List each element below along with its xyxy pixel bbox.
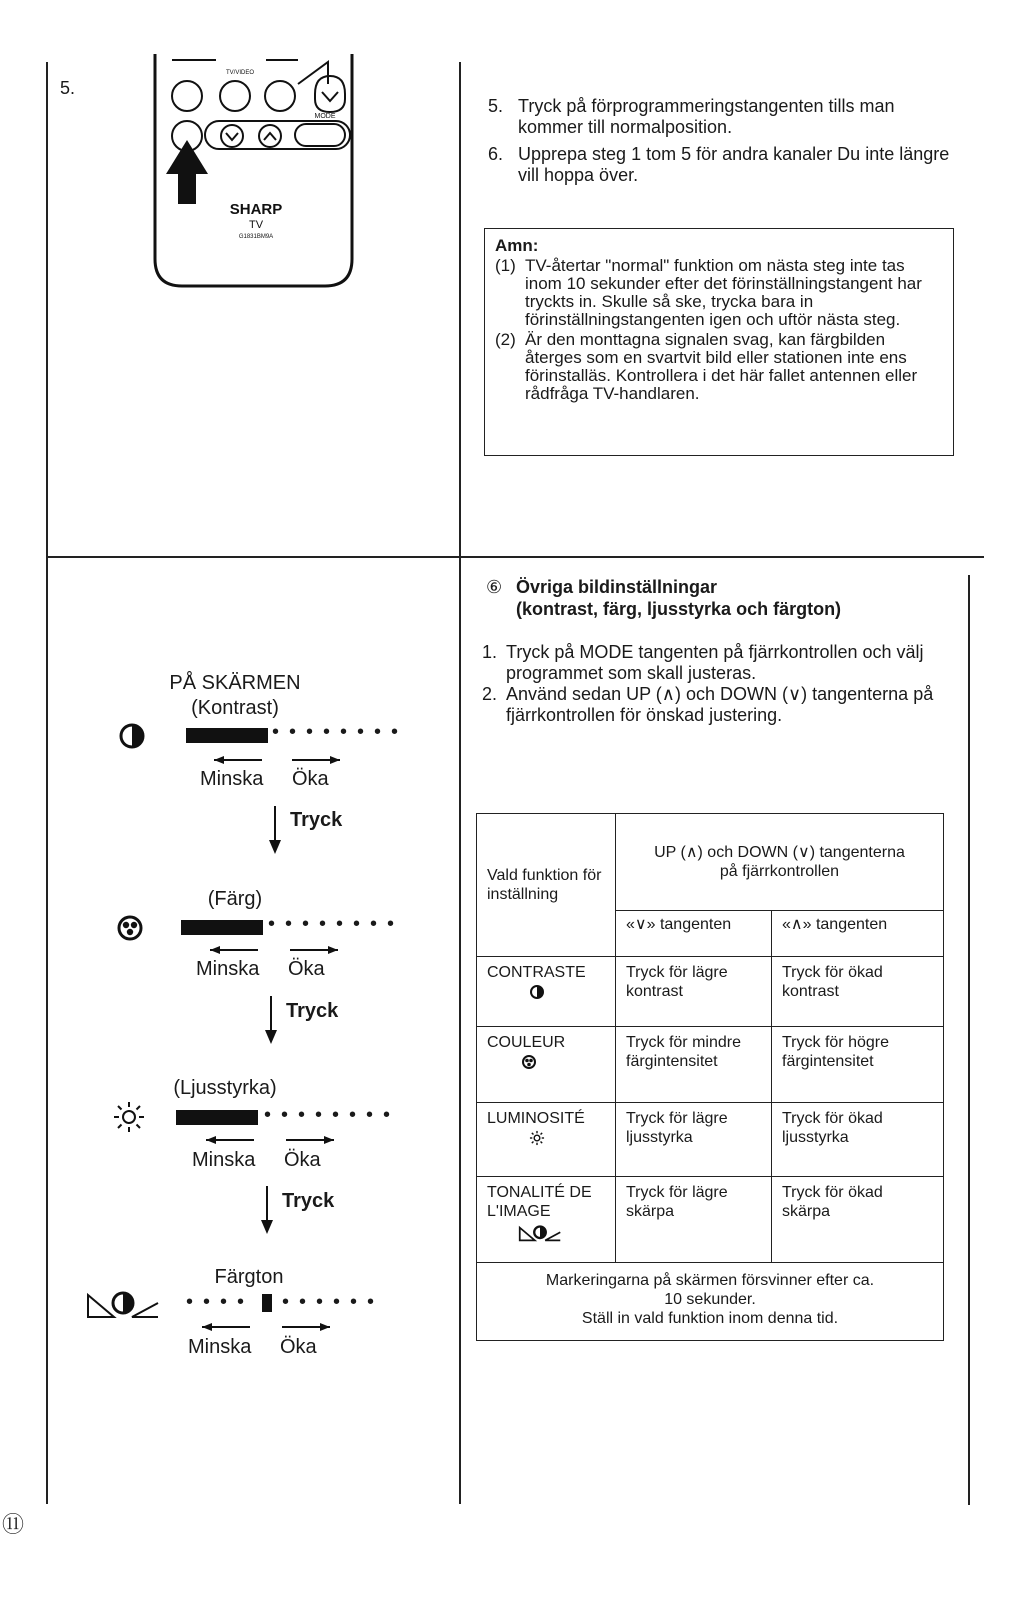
table-row <box>477 1027 944 1103</box>
color-oka-label: Öka <box>288 958 325 980</box>
brightness-decrease-arrow <box>204 1135 256 1145</box>
left-frame-line <box>46 62 48 1504</box>
color-minska-label: Minska <box>196 958 260 980</box>
table-row-couleur-label: COULEUR <box>487 1034 566 1051</box>
top-step-5-text: Tryck på förprogrammeringstangenten tills man kommer till normalposition. <box>518 96 895 137</box>
table-header-keys: UP (∧) och DOWN (∨) tangenterna på fjärrkontrollen <box>616 814 944 911</box>
table-row-luminosite-down: Tryck för lägre ljusstyrka <box>616 1103 772 1177</box>
contrast-level-dots: •••••••• <box>272 721 409 743</box>
page-number: ⑪ <box>2 1512 25 1537</box>
section-divider-line <box>46 556 984 558</box>
table-row-contraste-down: Tryck för lägre kontrast <box>616 957 772 1027</box>
tint-oka-label: Öka <box>280 1336 317 1358</box>
contrast-minska-label: Minska <box>200 768 264 790</box>
brightness-oka-label: Öka <box>284 1149 321 1171</box>
remote-tv-video-text: TV/VIDEO <box>225 70 255 76</box>
color-icon <box>487 1054 605 1075</box>
brightness-level-dots: •••••••• <box>264 1104 401 1126</box>
tint-level-dots-right: •••••• <box>282 1291 385 1313</box>
tint-caption: Färgton <box>214 1266 284 1288</box>
contrast-icon <box>487 984 605 1005</box>
table-row-contraste-function <box>477 957 616 1027</box>
table-col-up-key: «∧» tangenten <box>772 911 944 957</box>
section-6-step-2-text: Använd sedan UP (∧) och DOWN (∨) tangenterna på fjärrkontrollen för önskad justering. <box>506 684 934 725</box>
note-item-2-text: Är den monttagna signalen svag, kan färgbilden återges som en svartvit bild eller stationen inte ens förinstalläs. Kontrollera i det här fallet antennen eller rådfråga TV-handlaren. <box>525 330 918 403</box>
table-footer-row <box>477 1263 944 1341</box>
section-6-steps-list <box>482 642 960 726</box>
contrast-decrease-arrow <box>212 755 264 765</box>
table-row-tonalite-label: TONALITÉ DE L'IMAGE <box>487 1184 592 1220</box>
contrast-increase-arrow <box>290 755 342 765</box>
remote-code-text: G1831BM9A <box>238 234 274 240</box>
table-row-luminosite-label: LUMINOSITÉ <box>487 1110 585 1127</box>
section-6-title-line-1: Övriga bildinställningar <box>516 577 718 597</box>
brightness-caption: (Ljusstyrka) <box>173 1077 277 1099</box>
section-6-step-1-text: Tryck på MODE tangenten på fjärrkontrollen och välj programmet som skall justeras. <box>506 642 924 683</box>
table-header-row <box>477 814 944 911</box>
tint-icon <box>487 1223 605 1250</box>
color-decrease-arrow <box>208 945 260 955</box>
color-level-dots: •••••••• <box>268 913 405 935</box>
note-box <box>484 228 954 456</box>
table-row-couleur-down: Tryck för mindre färgintensitet <box>616 1027 772 1103</box>
center-divider-line <box>459 62 461 1504</box>
tint-icon <box>84 1287 162 1330</box>
step-number-label: 5. <box>60 78 76 98</box>
contrast-caption: (Kontrast) <box>191 697 279 719</box>
top-step-6-number: 6. <box>488 144 504 164</box>
top-step-5-number: 5. <box>488 96 504 116</box>
tryck-down-arrow-2 <box>264 996 278 1046</box>
note-item-1-text: TV-återtar "normal" funktion om nästa steg inte tas inom 10 sekunder efter det förinställningstangent har tryckts in. Skulle så ske, trycka bara in förinställningstangenten igen och uftör nästa steg. <box>525 256 922 329</box>
tint-decrease-arrow <box>200 1322 252 1332</box>
tryck-label-3: Tryck <box>282 1190 335 1212</box>
table-row-couleur-function <box>477 1027 616 1103</box>
note-item-1 <box>495 257 943 329</box>
contrast-oka-label: Öka <box>292 768 329 790</box>
remote-control-illustration <box>150 54 370 294</box>
tryck-label-2: Tryck <box>286 1000 339 1022</box>
contrast-icon <box>118 722 146 755</box>
section-6-title-line-2: (kontrast, färg, ljusstyrka och färgton) <box>516 599 842 619</box>
brightness-icon <box>487 1130 605 1151</box>
section-6-step-1 <box>482 642 960 684</box>
tint-level-marker <box>262 1294 272 1312</box>
table-footer-line-1: Markeringarna på skärmen försvinner efter ca. <box>545 1272 875 1289</box>
tint-level-dots-left: •••• <box>186 1291 255 1313</box>
table-row-tonalite-up: Tryck för ökad skärpa <box>772 1177 944 1263</box>
tint-increase-arrow <box>280 1322 332 1332</box>
section-6-step-2 <box>482 684 960 726</box>
top-step-6-text: Upprepa steg 1 tom 5 för andra kanaler Du inte längre vill hoppa över. <box>518 144 950 185</box>
right-frame-line <box>968 575 970 1505</box>
table-row-contraste-label: CONTRASTE <box>487 964 586 981</box>
table-row <box>477 1177 944 1263</box>
contrast-level-bar <box>186 728 268 743</box>
on-screen-title: PÅ SKÄRMEN <box>169 672 301 694</box>
tryck-down-arrow-1 <box>268 806 282 856</box>
top-step-5 <box>488 96 958 138</box>
tryck-label-1: Tryck <box>290 809 343 831</box>
section-6-step-1-number: 1. <box>482 642 498 662</box>
table-row <box>477 1103 944 1177</box>
table-footer <box>477 1263 944 1341</box>
note-title: Amn: <box>495 236 539 255</box>
table-row-couleur-up: Tryck för högre färgintensitet <box>772 1027 944 1103</box>
table-row-tonalite-function <box>477 1177 616 1263</box>
section-6-heading <box>486 576 956 620</box>
remote-brand-text: SHARP <box>229 201 283 218</box>
section-6-step-2-number: 2. <box>482 684 498 704</box>
function-table <box>476 813 944 1341</box>
table-row-contraste-up: Tryck för ökad kontrast <box>772 957 944 1027</box>
top-steps-list <box>488 96 958 186</box>
table-footer-line-2: 10 sekunder. <box>664 1291 756 1308</box>
brightness-level-bar <box>176 1110 258 1125</box>
section-6-marker: ⑥ <box>486 577 503 597</box>
remote-mode-text: MODE <box>314 113 336 120</box>
color-caption: (Färg) <box>207 888 263 910</box>
table-row <box>477 957 944 1027</box>
table-footer-line-3: Ställ in vald funktion inom denna tid. <box>581 1310 839 1327</box>
table-row-tonalite-down: Tryck för lägre skärpa <box>616 1177 772 1263</box>
note-item-1-number: (1) <box>495 256 516 275</box>
tint-minska-label: Minska <box>188 1336 252 1358</box>
brightness-minska-label: Minska <box>192 1149 256 1171</box>
tryck-down-arrow-3 <box>260 1186 274 1236</box>
tint-level-scale <box>186 1292 391 1314</box>
top-step-6 <box>488 144 958 186</box>
brightness-icon <box>112 1100 146 1139</box>
table-row-luminosite-function <box>477 1103 616 1177</box>
remote-model-text: TV <box>248 219 264 231</box>
table-row-luminosite-up: Tryck för ökad ljusstyrka <box>772 1103 944 1177</box>
table-col-down-key: «∨» tangenten <box>616 911 772 957</box>
brightness-increase-arrow <box>284 1135 336 1145</box>
note-item-2 <box>495 331 943 403</box>
color-increase-arrow <box>288 945 340 955</box>
note-item-2-number: (2) <box>495 330 516 349</box>
table-header-function: Vald funktion för inställning <box>477 814 616 957</box>
color-level-bar <box>181 920 263 935</box>
color-icon <box>116 914 144 947</box>
